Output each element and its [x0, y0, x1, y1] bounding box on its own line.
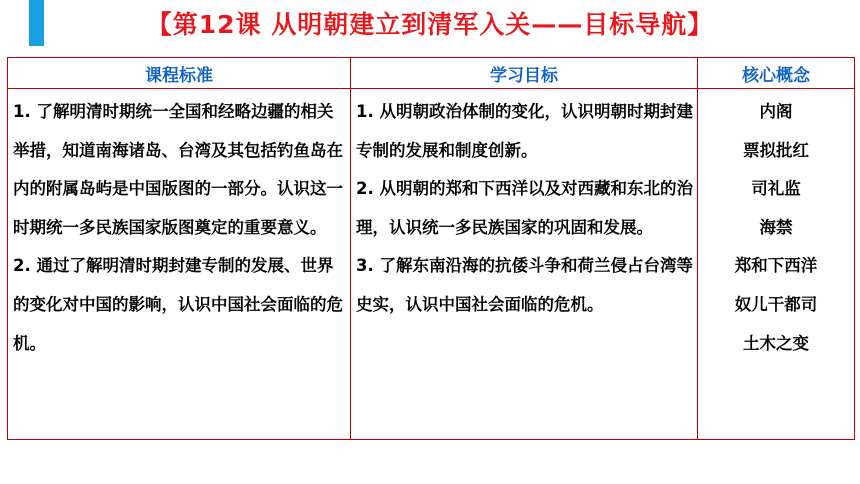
standard-item: 1. 了解明清时期统一全国和经略边疆的相关举措，知道南海诸岛、台湾及其包括钓鱼岛在内的附属岛屿是中国版图的一部分。认识这一时期统一多民族国家版图奠定的重要意义。: [13, 102, 343, 237]
concepts-cell: [698, 89, 855, 440]
concept-item: 郑和下西洋: [734, 256, 818, 276]
column-header-standards: 课程标准: [8, 58, 351, 89]
objective-item: 3. 了解东南沿海的抗倭斗争和荷兰侵占台湾等史实，认识中国社会面临的危机。: [356, 256, 693, 314]
objective-item: 1. 从明朝政治体制的变化，认识明朝时期封建专制的发展和制度创新。: [356, 102, 693, 160]
standard-item: 2. 通过了解明清时期封建专制的发展、世界的变化对中国的影响，认识中国社会面临的危机。: [13, 256, 343, 353]
concept-item: 海禁: [759, 217, 793, 237]
objectives-cell: [351, 89, 698, 440]
concept-item: 票拟批红: [743, 140, 809, 160]
objective-item: 2. 从明朝的郑和下西洋以及对西藏和东北的治理，认识统一多民族国家的巩固和发展。: [356, 179, 693, 237]
column-header-concepts: 核心概念: [698, 58, 855, 89]
concept-item: 司礼监: [751, 179, 801, 199]
concept-item: 内阁: [759, 102, 793, 121]
objectives-table: [7, 57, 855, 440]
table-header-row: [8, 58, 855, 89]
concept-item: 土木之变: [743, 333, 809, 353]
table-row: [8, 89, 855, 440]
concept-item: 奴儿干都司: [734, 294, 818, 314]
page-title: 【第12课 从明朝建立到清军入关——目标导航】: [146, 10, 714, 39]
column-header-objectives: 学习目标: [351, 58, 698, 89]
standards-cell: [8, 89, 351, 440]
